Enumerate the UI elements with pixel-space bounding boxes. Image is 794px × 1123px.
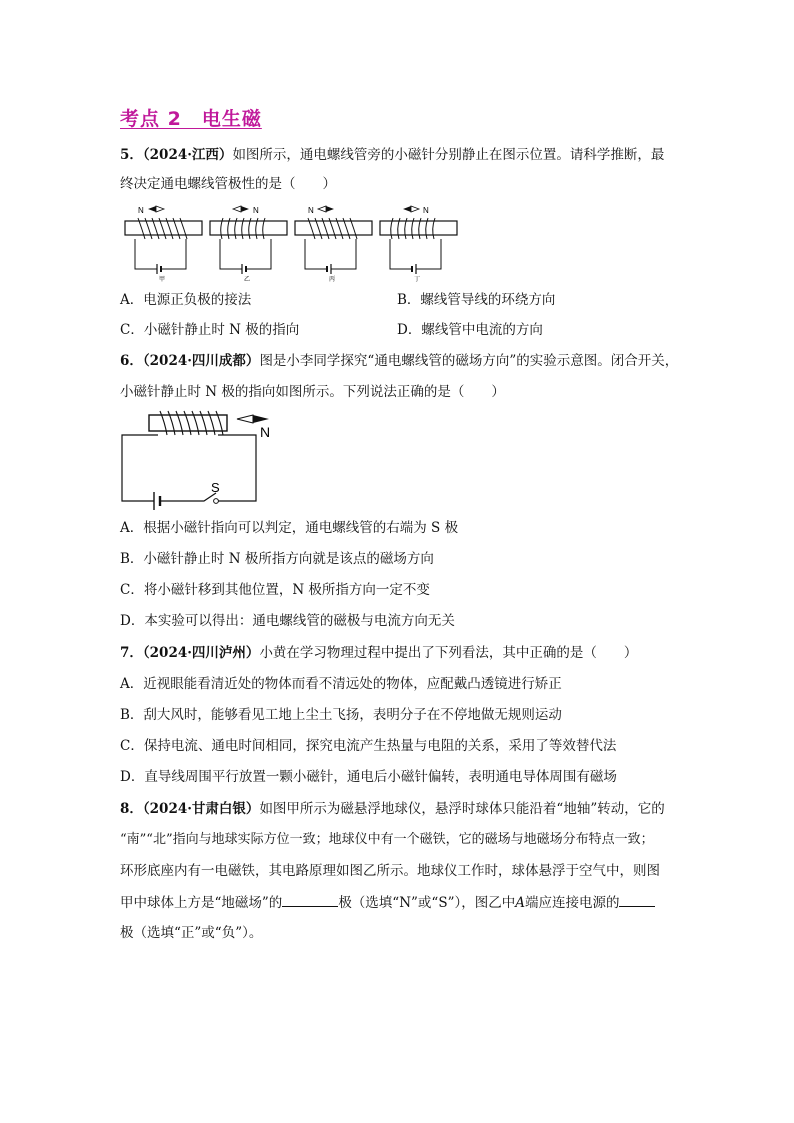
q7-option-b: B．刮大风时，能够看见工地上尘土飞扬，表明分子在不停地做无规则运动 <box>120 707 562 723</box>
q8-text-2: “南”“北”指向与地球实际方位一致；地球仪中有一个磁铁，它的磁场与地磁场分布特点一致； <box>120 832 654 847</box>
q5-option-a: A．电源正负极的接法 <box>120 292 252 308</box>
q5-figure-bing <box>295 206 372 283</box>
q8-answer-blank-1[interactable] <box>282 893 338 907</box>
section-heading: 考点 2 电生磁 <box>120 108 262 130</box>
q5-option-c: C．小磁针静止时 N 极的指向 <box>120 322 300 338</box>
q6-text-2: 小磁针静止时 N 极的指向如图所示。下列说法正确的是（ ） <box>120 384 505 400</box>
q7-option-c: C．保持电流、通电时间相同，探究电流产生热量与电阻的关系，采用了等效替代法 <box>120 738 617 754</box>
q8-text-5: 极（选填“正”或“负”）。 <box>120 925 263 941</box>
q6-option-a: A．根据小磁针指向可以判定，通电螺线管的右端为 S 极 <box>120 520 459 536</box>
q5-pole-label: N <box>423 206 429 215</box>
q8-text-4d: 端应连接电源的 <box>524 895 620 911</box>
q6-number: 6． <box>120 353 143 369</box>
q5-figure-jia <box>125 206 202 283</box>
q8-text-3: 环形底座内有一电磁铁，其电路原理如图乙所示。地球仪工作时，球体悬浮于空气中，则图 <box>120 863 660 879</box>
q5-line-1 <box>120 146 664 164</box>
q8-line-1 <box>120 800 665 818</box>
q6-option-c: C．将小磁针移到其他位置，N 极所指方向一定不变 <box>120 582 430 598</box>
q5-label-ding: 丁 <box>414 277 421 283</box>
q5-label-yi: 乙 <box>244 277 251 283</box>
q5-option-d: D．螺线管中电流的方向 <box>397 322 543 338</box>
q6-source: （2024·四川成都） <box>142 353 260 369</box>
q8-number: 8． <box>120 801 143 817</box>
q5-source: （2024·江西） <box>142 147 233 163</box>
q8-text-4a: 甲中球体上方是“地磁场”的 <box>120 895 283 911</box>
q5-text-1: 如图所示，通电螺线管旁的小磁针分别静止在图示位置。请科学推断，最 <box>232 147 665 163</box>
q7-source: （2024·四川泸州） <box>142 645 260 661</box>
q6-label-s: S <box>211 480 220 495</box>
q7-option-d: D．直导线周围平行放置一颗小磁针，通电后小磁针偏转，表明通电导体周围有磁场 <box>120 769 617 785</box>
q8-point-a: A <box>515 895 525 911</box>
q5-figure-yi <box>210 206 287 283</box>
q5-number: 5． <box>120 147 143 163</box>
q7-text-1: 小黄在学习物理过程中提出了下列看法，其中正确的是（ ） <box>259 645 638 661</box>
q6-option-b: B．小磁针静止时 N 极所指方向就是该点的磁场方向 <box>120 551 434 567</box>
q6-option-d: D．本实验可以得出：通电螺线管的磁极与电流方向无关 <box>120 613 455 629</box>
q8-text-1: 如图甲所示为磁悬浮地球仪，悬浮时球体只能沿着“地轴”转动，它的 <box>259 801 665 817</box>
q6-line-1 <box>120 352 678 370</box>
q8-text-4b: 极（选填“N”或“S”），图乙中 <box>338 895 516 911</box>
q7-option-a: A．近视眼能看清近处的物体而看不清远处的物体，应配戴凸透镜进行矫正 <box>120 676 562 692</box>
q5-solenoid-figures <box>120 203 470 283</box>
q7-number: 7． <box>120 645 143 661</box>
q5-pole-label: N <box>138 206 144 215</box>
q5-label-jia: 甲 <box>159 277 166 283</box>
q6-text-1: 图是小李同学探究“通电螺线管的磁场方向”的实验示意图。闭合开关， <box>259 353 679 369</box>
q7-line-1 <box>120 644 637 662</box>
q6-label-n: N <box>260 424 271 440</box>
q5-label-bing: 丙 <box>329 277 336 283</box>
q6-circuit-figure <box>118 407 293 507</box>
q5-option-b: B．螺线管导线的环绕方向 <box>397 292 556 308</box>
q8-source: （2024·甘肃白银） <box>142 801 260 817</box>
q8-line-4 <box>120 893 655 912</box>
q5-text-2: 终决定通电螺线管极性的是（ ） <box>120 176 336 192</box>
q8-answer-blank-2[interactable] <box>619 893 655 907</box>
q5-pole-label: N <box>308 206 314 215</box>
q5-pole-label: N <box>253 206 259 215</box>
q5-figure-ding <box>380 206 457 283</box>
